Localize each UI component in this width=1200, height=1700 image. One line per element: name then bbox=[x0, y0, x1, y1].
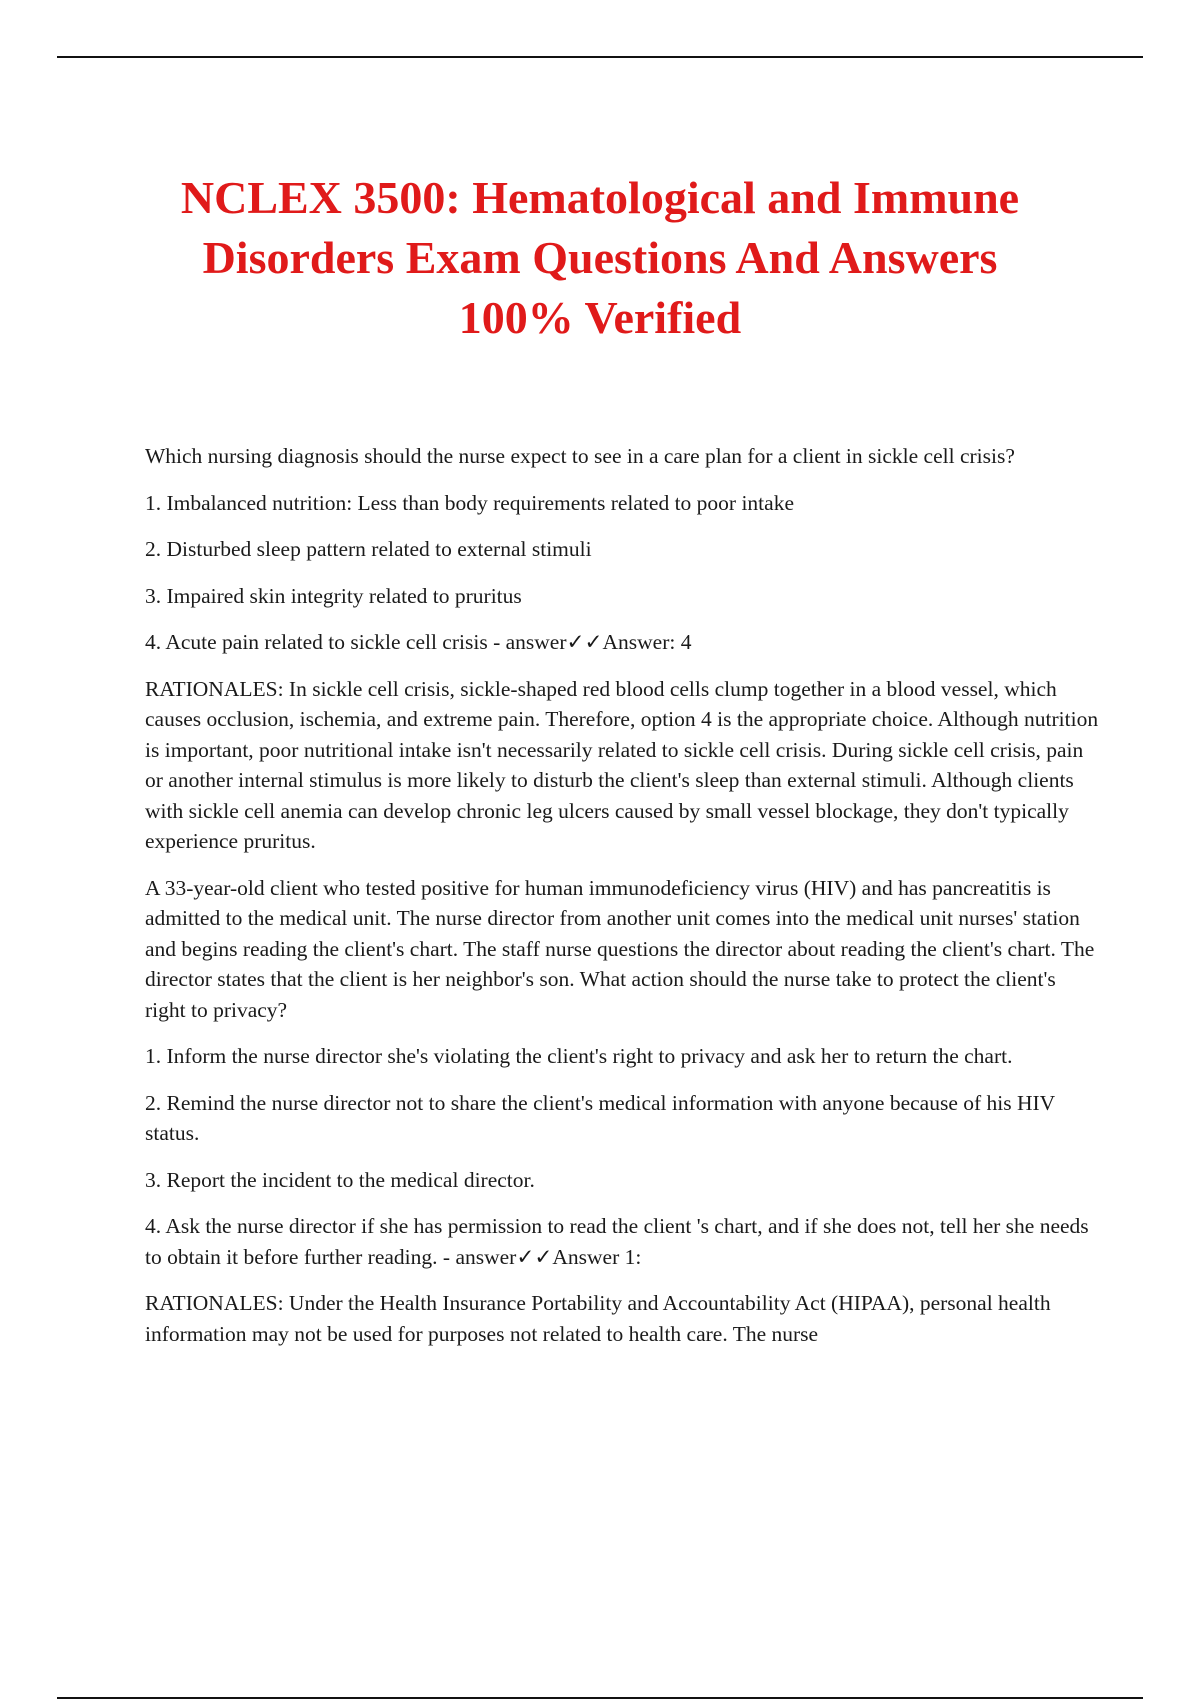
answer-option: 4. Ask the nurse director if she has permission to read the client 's chart, and if she does not, tell her she needs to obtain it before further reading. - answer✓✓Answer 1: bbox=[145, 1214, 1089, 1269]
document-title bbox=[100, 168, 1100, 348]
answer-option: 2. Remind the nurse director not to share the client's medical information with anyone because of his HIV status. bbox=[145, 1090, 1055, 1145]
answer-option: 3. Report the incident to the medical director. bbox=[145, 1167, 535, 1192]
rationale: RATIONALES: Under the Health Insurance Portability and Accountability Act (HIPAA), personal health information may not be used for purposes not related to health care. The nurse bbox=[145, 1291, 1051, 1346]
question-2 bbox=[145, 873, 1100, 1350]
bottom-rule bbox=[57, 1697, 1143, 1699]
rationale: RATIONALES: In sickle cell crisis, sickle-shaped red blood cells clump together in a blood vessel, which causes occlusion, ischemia, and extreme pain. Therefore, option 4 is the appropriate choice. Although nutrition is important, poor nutritional intake isn't necessarily related to sickle cell crisis. During sickle cell crisis, pain or another internal stimulus is more likely to disturb the client's sleep than external stimuli. Although clients with sickle cell anemia can develop chronic leg ulcers caused by small vessel blockage, they don't typically experience pruritus. bbox=[145, 676, 1099, 853]
question-stem: Which nursing diagnosis should the nurse expect to see in a care plan for a client in sickle cell crisis? bbox=[145, 444, 1015, 468]
answer-option: 1. Imbalanced nutrition: Less than body requirements related to poor intake bbox=[145, 490, 794, 515]
question-stem: A 33-year-old client who tested positive for human immunodeficiency virus (HIV) and has pancreatitis is admitted to the medical unit. The nurse director from another unit comes into the medical unit nurses' station and begins reading the client's chart. The staff nurse questions the director about reading the client's chart. The director states that the client is her neighbor's son. What action should the nurse take to protect the client's right to privacy? bbox=[145, 875, 1095, 1022]
title-line: 100% Verified bbox=[458, 292, 742, 343]
answer-option: 2. Disturbed sleep pattern related to external stimuli bbox=[145, 537, 592, 561]
question-1 bbox=[145, 441, 1100, 857]
document-body bbox=[145, 441, 1100, 1365]
top-rule bbox=[57, 56, 1143, 58]
answer-option: 1. Inform the nurse director she's violating the client's right to privacy and ask her to return the chart. bbox=[145, 1044, 1013, 1068]
answer-option: 3. Impaired skin integrity related to pruritus bbox=[145, 583, 522, 608]
title-line: NCLEX 3500: Hematological and Immune bbox=[180, 172, 1020, 223]
title-line: Disorders Exam Questions And Answers bbox=[202, 232, 998, 283]
answer-option: 4. Acute pain related to sickle cell crisis - answer✓✓Answer: 4 bbox=[145, 630, 692, 654]
